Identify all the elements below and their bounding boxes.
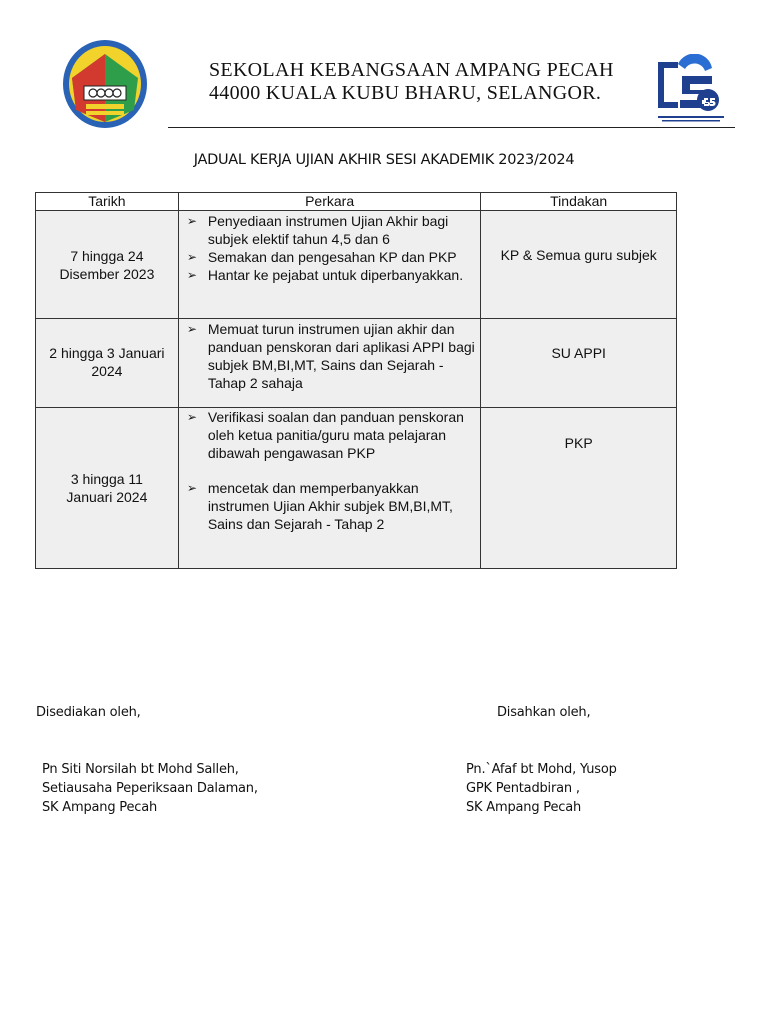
list-item: ➢ Semakan dan pengesahan KP dan PKP [208,248,476,266]
list-item: ➢ Penyediaan instrumen Ujian Akhir bagi subjek elektif tahun 4,5 dan 6 [208,212,476,248]
prepared-by-label: Disediakan oleh, [36,705,141,720]
prepared-by-position: Setiausaha Peperiksaan Dalaman, [42,781,258,796]
column-header-date: Tarikh [36,193,179,211]
matter-cell [178,319,481,408]
column-header-matter: Perkara [178,193,481,211]
approved-by-position: GPK Pentadbiran , [466,781,580,796]
document-title: JADUAL KERJA UJIAN AKHIR SESI AKADEMIK 2023/2024 [193,152,575,168]
schedule-table [35,192,677,569]
prepared-by-name: Pn Siti Norsilah bt Mohd Salleh, [42,762,239,777]
school-crest-logo [60,38,150,130]
list-item: ➢ mencetak dan memperbanyakkan instrumen Ujian Akhir subjek BM,BI,MT, Sains dan Sejarah - Tahap 2 [208,479,476,533]
approved-by-name: Pn.`Afaf bt Mohd, Yusop [466,762,617,777]
list-item: ➢ Verifikasi soalan dan panduan penskoran oleh ketua panitia/guru mata pelajaran dibawah pengawasan PKP [208,408,476,462]
prepared-by-school: SK Ampang Pecah [42,800,158,815]
list-item: ➢ Hantar ke pejabat untuk diperbanyakkan. [208,266,476,284]
column-header-action: Tindakan [481,193,677,211]
action-cell: SU APPI [481,319,677,408]
matter-cell [178,211,481,319]
matter-cell [178,408,481,569]
table-row [36,211,677,319]
header-rule [168,127,735,128]
table-row [36,319,677,408]
table-row [36,408,677,569]
school-name: SEKOLAH KEBANGSAAN AMPANG PECAH [209,59,614,81]
approved-by-school: SK Ampang Pecah [466,800,582,815]
school-address: 44000 KUALA KUBU BHARU, SELANGOR. [209,82,602,104]
action-cell: PKP [481,408,677,569]
date-cell: 3 hingga 11 Januari 2024 [36,408,179,569]
date-cell: 7 hingga 24 Disember 2023 [36,211,179,319]
list-item: ➢ Memuat turun instrumen ujian akhir dan panduan penskoran dari aplikasi APPI bagi subjek BM,BI,MT, Sains dan Sejarah -Tahap 2 sahaja [208,320,476,392]
table-header-row [36,193,677,211]
date-cell: 2 hingga 3 Januari 2024 [36,319,179,408]
approved-by-label: Disahkan oleh, [497,705,591,720]
ics-25-logo [652,54,730,126]
action-cell: KP & Semua guru subjek [481,211,677,319]
